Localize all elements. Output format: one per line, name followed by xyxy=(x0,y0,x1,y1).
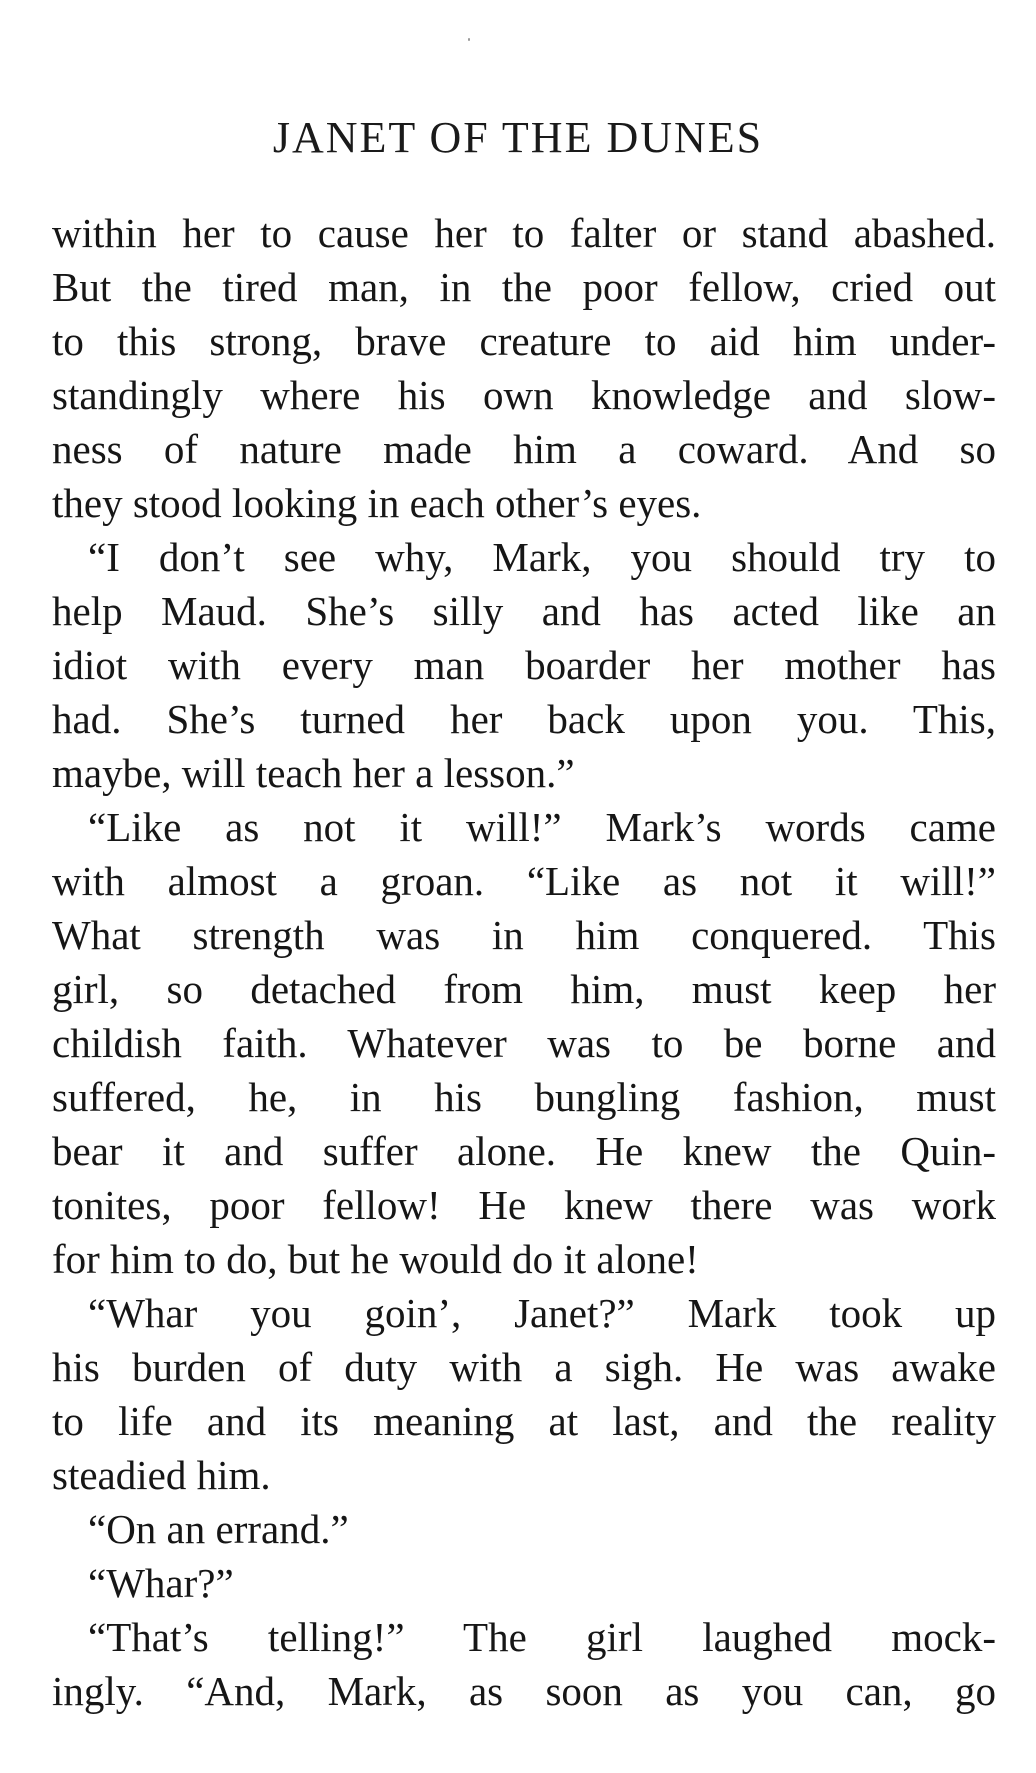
text-line: “On an errand.” xyxy=(88,1506,349,1552)
body-text xyxy=(52,206,996,1718)
text-line: What strength was in him conquered. This xyxy=(52,912,996,958)
text-line: steadied him. xyxy=(52,1452,271,1498)
text-line: maybe, will teach her a lesson.” xyxy=(52,750,575,796)
running-head: JANET OF THE DUNES xyxy=(272,113,764,162)
text-line: “Whar you goin’, Janet?” Mark took up xyxy=(88,1290,996,1336)
text-line: to life and its meaning at last, and the reality xyxy=(52,1398,996,1444)
text-line: had. She’s turned her back upon you. This, xyxy=(52,696,996,742)
text-line: childish faith. Whatever was to be borne and xyxy=(52,1020,996,1066)
text-line: girl, so detached from him, must keep her xyxy=(52,966,996,1012)
text-line: But the tired man, in the poor fellow, cried out xyxy=(52,264,996,310)
text-line: to this strong, brave creature to aid him under- xyxy=(52,318,996,364)
text-line: bear it and suffer alone. He knew the Quin- xyxy=(52,1128,996,1174)
text-line: help Maud. She’s silly and has acted like an xyxy=(52,588,996,634)
text-line: they stood looking in each other’s eyes. xyxy=(52,480,702,526)
text-line: his burden of duty with a sigh. He was awake xyxy=(52,1344,996,1390)
text-line: standingly where his own knowledge and slow- xyxy=(52,372,996,418)
text-line: within her to cause her to falter or stand abashed. xyxy=(52,210,996,256)
text-line: “Like as not it will!” Mark’s words came xyxy=(88,804,996,850)
text-line: “That’s telling!” The girl laughed mock- xyxy=(88,1614,996,1660)
text-line: idiot with every man boarder her mother has xyxy=(52,642,996,688)
text-line: ness of nature made him a coward. And so xyxy=(52,426,996,472)
text-line: “I don’t see why, Mark, you should try to xyxy=(88,534,996,580)
text-line: with almost a groan. “Like as not it will!” xyxy=(52,858,996,904)
text-line: for him to do, but he would do it alone! xyxy=(52,1236,699,1282)
text-line: suffered, he, in his bungling fashion, must xyxy=(52,1074,996,1120)
text-line: ingly. “And, Mark, as soon as you can, go xyxy=(52,1668,996,1714)
paper-speck xyxy=(468,38,470,41)
text-line: tonites, poor fellow! He knew there was work xyxy=(52,1182,996,1228)
text-line: “Whar?” xyxy=(88,1560,234,1606)
